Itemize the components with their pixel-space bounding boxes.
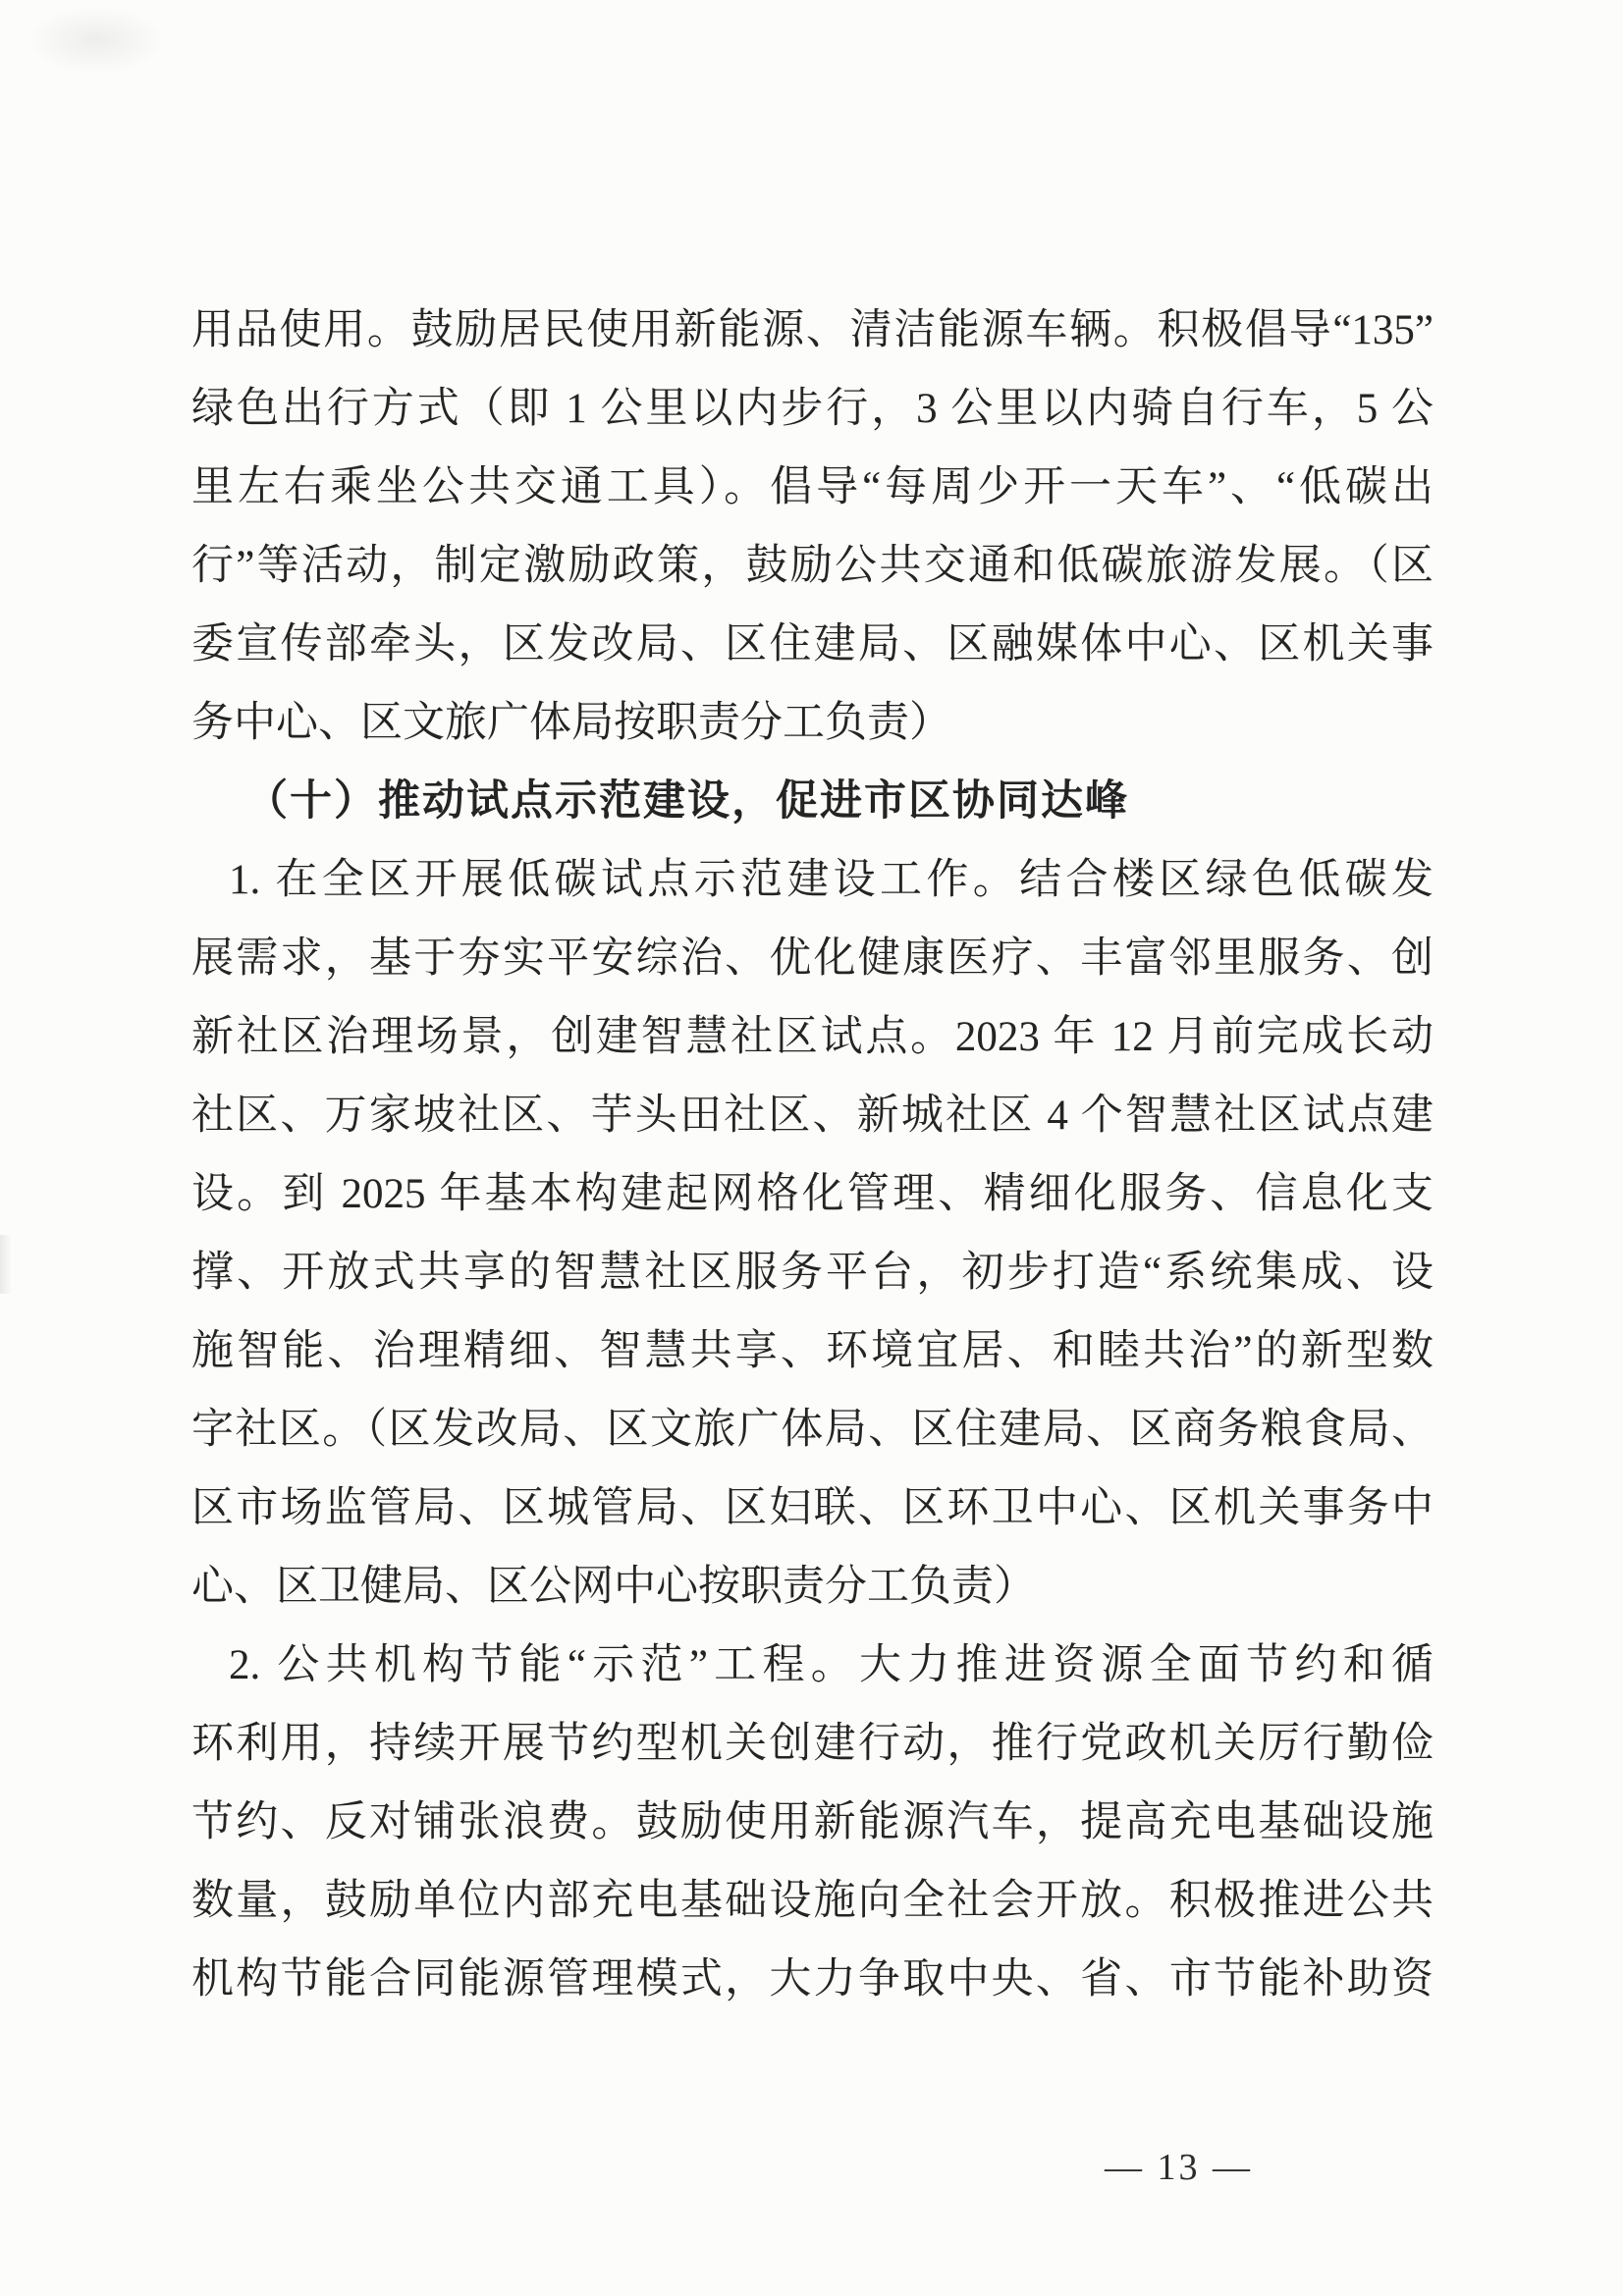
text-line: 区市场监管局、区城管局、区妇联、区环卫中心、区机关事务中 <box>191 1485 1434 1531</box>
text-line: 绿色出行方式（即 1 公里以内步行，3 公里以内骑自行车，5 公 <box>191 386 1434 432</box>
page-number: — 13 — <box>1105 2147 1253 2188</box>
section-heading: （十）推动试点示范建设，促进市区协同达峰 <box>245 778 1129 825</box>
document-body <box>191 292 1434 2019</box>
text-line: 撑、开放式共享的智慧社区服务平台，初步打造“系统集成、设 <box>191 1250 1434 1296</box>
text-line: 字社区。（区发改局、区文旅广体局、区住建局、区商务粮食局、 <box>191 1407 1434 1453</box>
text-line: 1. 在全区开展低碳试点示范建设工作。结合楼区绿色低碳发 <box>229 857 1434 903</box>
text-line: 数量，鼓励单位内部充电基础设施向全社会开放。积极推进公共 <box>191 1878 1434 1924</box>
text-line: 用品使用。鼓励居民使用新能源、清洁能源车辆。积极倡导“135” <box>191 307 1434 353</box>
text-line: 展需求，基于夯实平安综治、优化健康医疗、丰富邻里服务、创 <box>191 935 1434 982</box>
text-line: 心、区卫健局、区公网中心按职责分工负责） <box>191 1564 1036 1610</box>
text-line: 里左右乘坐公共交通工具）。倡导“每周少开一天车”、“低碳出 <box>191 464 1434 510</box>
text-line: 机构节能合同能源管理模式，大力争取中央、省、市节能补助资 <box>191 1956 1434 2002</box>
text-line: 行”等活动，制定激励政策，鼓励公共交通和低碳旅游发展。（区 <box>191 543 1434 589</box>
text-line: 环利用，持续开展节约型机关创建行动，推行党政机关厉行勤俭 <box>191 1721 1434 1767</box>
scan-artifact <box>0 1235 12 1294</box>
text-line: 社区、万家坡社区、芋头田社区、新城社区 4 个智慧社区试点建 <box>191 1093 1434 1139</box>
scan-artifact <box>27 6 165 75</box>
text-line: 节约、反对铺张浪费。鼓励使用新能源汽车，提高充电基础设施 <box>191 1799 1434 1845</box>
text-line: 施智能、治理精细、智慧共享、环境宜居、和睦共治”的新型数 <box>191 1328 1434 1374</box>
text-line: 委宣传部牵头，区发改局、区住建局、区融媒体中心、区机关事 <box>191 621 1434 667</box>
text-line: 2. 公共机构节能“示范”工程。大力推进资源全面节约和循 <box>229 1642 1434 1688</box>
text-line: 务中心、区文旅广体局按职责分工负责） <box>191 700 951 746</box>
text-line: 设。到 2025 年基本构建起网格化管理、精细化服务、信息化支 <box>191 1171 1434 1217</box>
text-line: 新社区治理场景，创建智慧社区试点。2023 年 12 月前完成长动 <box>191 1014 1434 1060</box>
